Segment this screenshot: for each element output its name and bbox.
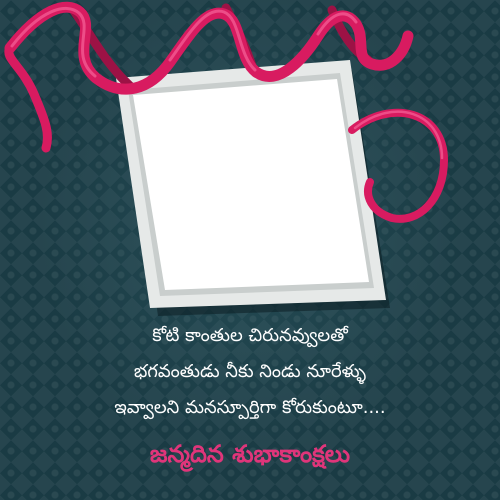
message-line-3: ఇవ్వాలని మనస్పూర్తిగా కోరుకుంటూ.... <box>114 397 386 418</box>
photo-placeholder <box>133 79 369 290</box>
birthday-greeting-title: జన్మదిన శుభాకాంక్షలు <box>149 440 351 468</box>
message-line-1: కోటి కాంతుల చిరునవ్వులతో <box>152 325 348 346</box>
birthday-message <box>0 318 500 426</box>
message-line-2: భగవంతుడు నీకు నిండు నూరేళ్ళు <box>133 361 367 382</box>
